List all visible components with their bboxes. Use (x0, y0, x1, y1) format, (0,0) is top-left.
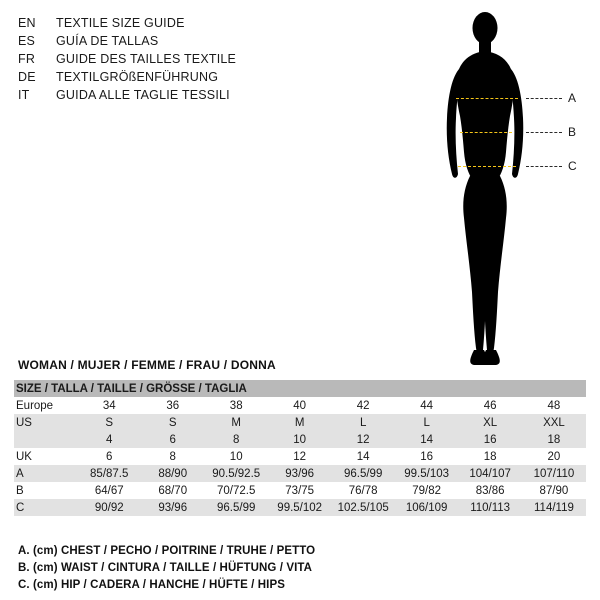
legend-item-hip: C. (cm) HIP / CADERA / HANCHE / HÜFTE / HIPS (18, 579, 286, 591)
table-cell: L (331, 414, 394, 431)
table-cell: 79/82 (395, 482, 458, 499)
table-cell: 70/72.5 (204, 482, 267, 499)
table-cell: 16 (395, 448, 458, 465)
language-header (18, 14, 348, 104)
table-cell: 110/113 (458, 499, 521, 516)
legend-item-chest: A. (cm) CHEST / PECHO / POITRINE / TRUHE / PETTO (18, 545, 316, 557)
table-cell: 8 (204, 431, 267, 448)
table-cell: 76/78 (331, 482, 394, 499)
table-row (14, 465, 586, 482)
hip-measure-line (458, 166, 516, 167)
chest-measure-line (456, 98, 518, 99)
section-title: WOMAN / MUJER / FEMME / FRAU / DONNA (18, 358, 276, 372)
table-cell: 99.5/103 (395, 465, 458, 482)
table-cell: M (204, 414, 267, 431)
table-row (14, 397, 586, 414)
table-cell: 83/86 (458, 482, 521, 499)
table-row (14, 448, 586, 465)
legend-item-waist: B. (cm) WAIST / CINTURA / TAILLE / HÜFTUNG / VITA (18, 562, 313, 574)
table-cell: 36 (141, 397, 204, 414)
language-text: GUIDE DES TAILLES TEXTILE (56, 52, 237, 66)
chest-extension-line (526, 98, 562, 99)
table-cell: 14 (331, 448, 394, 465)
table-cell: 14 (395, 431, 458, 448)
table-cell: XL (458, 414, 521, 431)
row-label: UK (14, 448, 77, 465)
waist-marker-label: B (568, 125, 577, 139)
size-table (14, 380, 586, 516)
row-label (14, 431, 77, 448)
table-cell: 34 (77, 397, 140, 414)
table-cell: 68/70 (141, 482, 204, 499)
table-cell: 6 (141, 431, 204, 448)
hip-extension-line (526, 166, 562, 167)
table-cell: 6 (77, 448, 140, 465)
table-cell: 12 (268, 448, 331, 465)
table-cell: 90.5/92.5 (204, 465, 267, 482)
female-silhouette-icon (430, 6, 595, 376)
table-cell: 73/75 (268, 482, 331, 499)
language-code: FR (18, 52, 36, 66)
table-row (14, 414, 586, 431)
language-text: TEXTILGRÖßENFÜHRUNG (56, 70, 219, 84)
table-cell: 38 (204, 397, 267, 414)
language-code: DE (18, 70, 36, 84)
table-cell: M (268, 414, 331, 431)
language-text: TEXTILE SIZE GUIDE (56, 16, 185, 30)
table-cell: 106/109 (395, 499, 458, 516)
table-cell: 114/119 (522, 499, 586, 516)
table-cell: 102.5/105 (331, 499, 394, 516)
table-cell: 42 (331, 397, 394, 414)
table-cell: 87/90 (522, 482, 586, 499)
table-cell: 93/96 (268, 465, 331, 482)
table-cell: 64/67 (77, 482, 140, 499)
table-cell: 46 (458, 397, 521, 414)
table-cell: XXL (522, 414, 586, 431)
waist-measure-line (460, 132, 512, 133)
table-cell: 18 (522, 431, 586, 448)
table-cell: 88/90 (141, 465, 204, 482)
table-cell: L (395, 414, 458, 431)
language-code: ES (18, 34, 36, 48)
language-text: GUÍA DE TALLAS (56, 34, 159, 48)
table-cell: 18 (458, 448, 521, 465)
table-header-label: SIZE / TALLA / TAILLE / GRÖSSE / TAGLIA (14, 380, 586, 397)
body-figure (430, 6, 595, 376)
row-label: C (14, 499, 77, 516)
row-label: A (14, 465, 77, 482)
hip-marker-label: C (568, 159, 577, 173)
table-cell: 93/96 (141, 499, 204, 516)
table-cell: 44 (395, 397, 458, 414)
table-cell: 90/92 (77, 499, 140, 516)
table-cell: S (77, 414, 140, 431)
table-cell: S (141, 414, 204, 431)
language-row (18, 14, 348, 32)
table-cell: 99.5/102 (268, 499, 331, 516)
table-cell: 10 (268, 431, 331, 448)
size-table-container (14, 380, 586, 516)
table-cell: 12 (331, 431, 394, 448)
table-cell: 48 (522, 397, 586, 414)
table-row (14, 482, 586, 499)
table-cell: 96.5/99 (331, 465, 394, 482)
table-cell: 85/87.5 (77, 465, 140, 482)
table-cell: 10 (204, 448, 267, 465)
language-text: GUIDA ALLE TAGLIE TESSILI (56, 88, 230, 102)
table-row (14, 499, 586, 516)
row-label: Europe (14, 397, 77, 414)
table-cell: 107/110 (522, 465, 586, 482)
table-row (14, 431, 586, 448)
table-cell: 4 (77, 431, 140, 448)
language-code: EN (18, 16, 36, 30)
language-row (18, 50, 348, 68)
language-row (18, 86, 348, 104)
table-cell: 20 (522, 448, 586, 465)
table-cell: 96.5/99 (204, 499, 267, 516)
chest-marker-label: A (568, 91, 577, 105)
table-header-row (14, 380, 586, 397)
table-cell: 40 (268, 397, 331, 414)
table-cell: 16 (458, 431, 521, 448)
language-code: IT (18, 88, 30, 102)
table-cell: 104/107 (458, 465, 521, 482)
row-label: B (14, 482, 77, 499)
table-cell: 8 (141, 448, 204, 465)
row-label: US (14, 414, 77, 431)
language-row (18, 32, 348, 50)
measurement-legend (18, 543, 438, 594)
language-row (18, 68, 348, 86)
waist-extension-line (526, 132, 562, 133)
